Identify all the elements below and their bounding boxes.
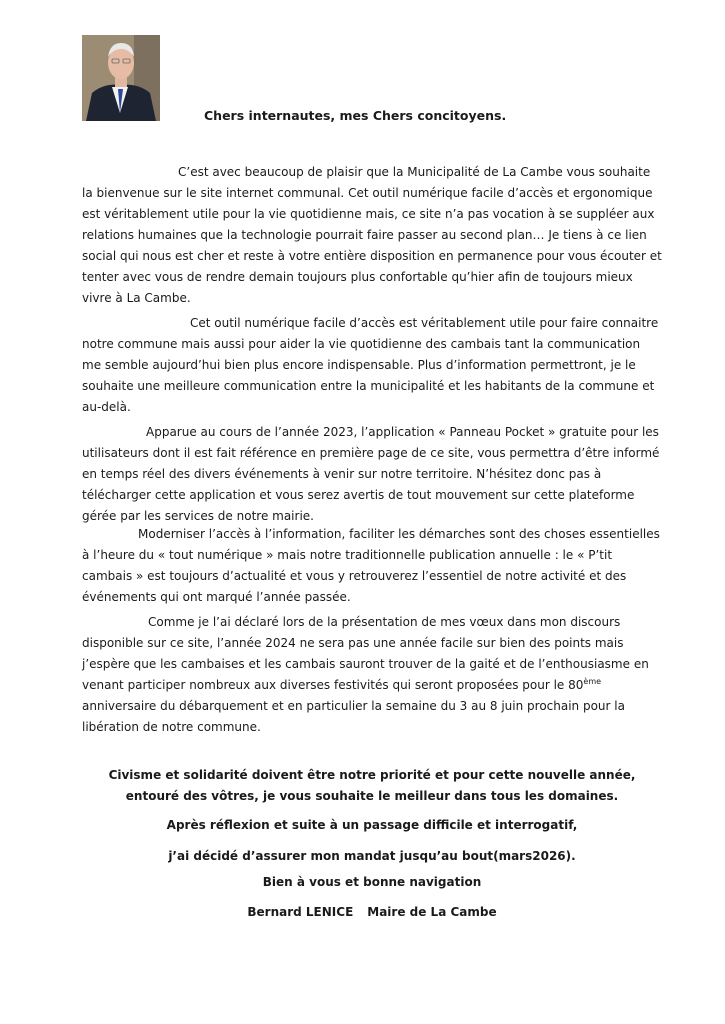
- mayor-portrait-photo: [82, 35, 160, 121]
- paragraph-2024-outlook: [82, 612, 662, 738]
- closing-mandate: j’ai décidé d’assurer mon mandat jusqu’au bout(mars2026).: [168, 849, 576, 863]
- portrait-illustration: [82, 35, 160, 121]
- paragraph-communication: Cet outil numérique facile d’accès est véritablement utile pour faire connaitre notre commune mais aussi pour aider la vie quotidienne des cambais tant la communication me semble aujourd’hui bien plus encore indispensable. Plus d’information permettront, je le souhaite une meilleure communication entre la municipalité et les habitants de la commune et au-delà.: [82, 316, 659, 414]
- ordinal-superscript: ème: [583, 677, 602, 686]
- paragraph-2024-text-start: Comme je l’ai déclaré lors de la présentation de mes vœux dans mon discours disponible sur ce site, l’année 2024 ne sera pas une année facile sur bien des points mais j’espère que les cambaises et les cambais sauront trouver de la gaité et de l’enthousiasme en venant participer nombreux aux diverses festivités qui seront proposées pour le 80: [82, 615, 649, 692]
- closing-wishes: Civisme et solidarité doivent être notre priorité et pour cette nouvelle année, entouré des vôtres, je vous souhaite le meilleur dans tous les domaines.: [108, 768, 636, 803]
- closing-farewell: Bien à vous et bonne navigation: [262, 875, 482, 889]
- paragraph-2024-text-end: anniversaire du débarquement et en particulier la semaine du 3 au 8 juin prochain pour la libération de notre commune.: [82, 699, 625, 734]
- signature-name: Bernard LENICE: [247, 905, 354, 919]
- signature: [82, 902, 662, 923]
- greeting-heading: Chers internautes, mes Chers concitoyens.: [204, 108, 507, 123]
- closing-reflection: Après réflexion et suite à un passage difficile et interrogatif,: [166, 818, 578, 832]
- signature-title: Maire de La Cambe: [367, 905, 497, 919]
- paragraph-welcome: C’est avec beaucoup de plaisir que la Municipalité de La Cambe vous souhaite la bienvenue sur le site internet communal. Cet outil numérique facile d’accès et ergonomique est véritablement utile pour la vie quotidienne mais, ce site n’a pas vocation à se suppléer aux relations humaines que la technologie pourrait faire passer au second plan… Je tiens à ce lien social qui nous est cher et reste à votre entière disposition en permanence pour vous écouter et tenter avec vous de rendre demain toujours plus confortable qu’hier afin de toujours mieux vivre à La Cambe.: [82, 165, 662, 305]
- paragraph-panneau-pocket: Apparue au cours de l’année 2023, l’application « Panneau Pocket » gratuite pour les utilisateurs dont il est fait référence en première page de ce site, vous permettra d’être informé en temps réel des divers événements à venir sur notre territoire. N’hésitez donc pas à télécharger cette application et vous serez avertis de tout mouvement sur cette plateforme gérée par les services de notre mairie.: [82, 425, 660, 523]
- paragraph-publication: Moderniser l’accès à l’information, faciliter les démarches sont des choses essentielles à l’heure du « tout numérique » mais notre traditionnelle publication annuelle : le « P’tit cambais » est toujours d’actualité et vous y retrouverez l’essentiel de notre activité et des événements qui ont marqué l’année passée.: [82, 527, 660, 604]
